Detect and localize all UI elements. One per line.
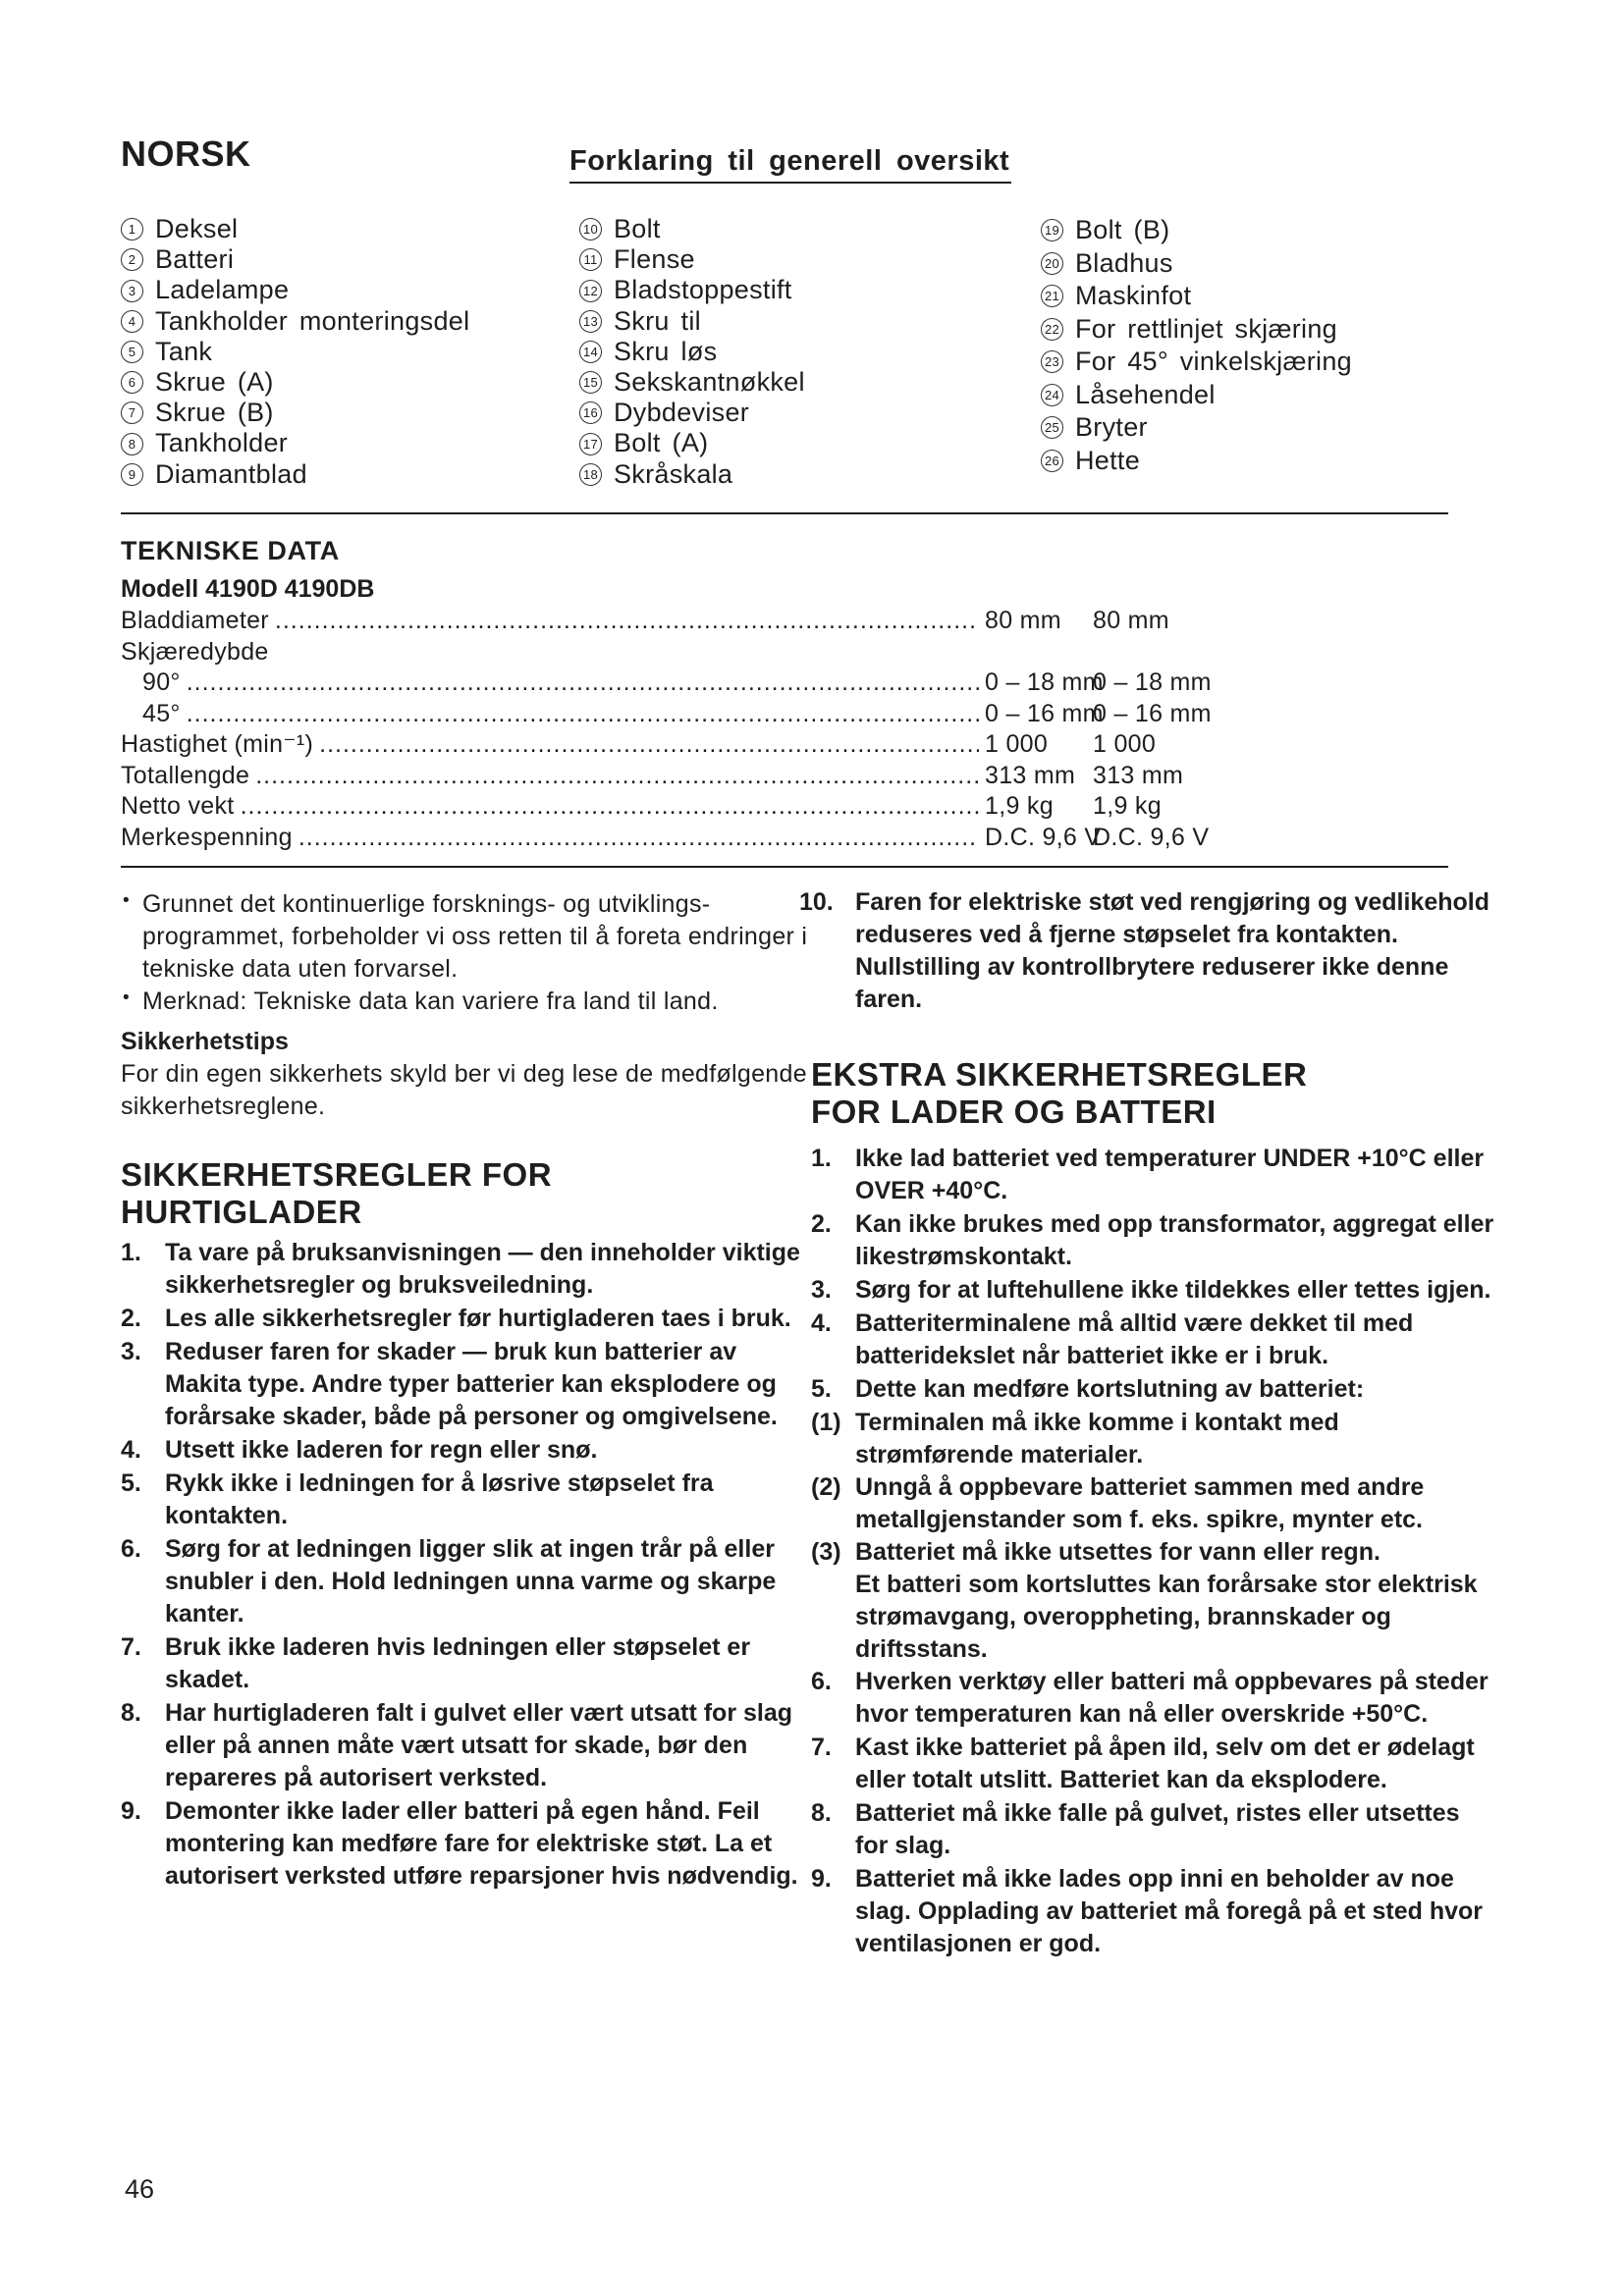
extra-rule-number: 7. bbox=[811, 1734, 832, 1761]
battery-subrules-list bbox=[811, 1407, 1498, 1569]
spec-row bbox=[121, 823, 1230, 854]
extra-rule-text: Hverken verktøy eller batteri må oppbevares på steder hvor temperaturen kan nå eller overskride +50°C. bbox=[855, 1668, 1489, 1728]
charger-rule-number: 1. bbox=[121, 1239, 141, 1266]
part-number-badge: 9 bbox=[121, 463, 143, 486]
rule-10-text: Faren for elektriske støt ved rengjøring og vedlikehold reduseres ved å fjerne støpselet fra kontakten. Nullstilling av kontrollbrytere reduserer ikke denne faren. bbox=[855, 888, 1489, 1013]
part-item bbox=[579, 275, 805, 305]
spec-row bbox=[121, 729, 1230, 761]
part-item bbox=[1041, 214, 1352, 247]
spec-value-4190d: D.C. 9,6 V bbox=[985, 823, 1102, 851]
extra-rule bbox=[811, 1208, 1498, 1273]
part-label: Bolt (A) bbox=[614, 428, 709, 458]
battery-subrule-text: Unngå å oppbevare batteriet sammen med andre metallgjenstander som f. eks. spikre, mynter etc. bbox=[855, 1473, 1425, 1533]
part-label: For 45° vinkelskjæring bbox=[1075, 347, 1352, 376]
parts-column-2 bbox=[579, 214, 805, 490]
battery-subrule-number: (3) bbox=[811, 1538, 841, 1566]
part-label: Dybdeviser bbox=[614, 398, 750, 428]
part-item bbox=[121, 428, 469, 458]
spec-table bbox=[121, 606, 1230, 853]
charger-rule bbox=[121, 1795, 808, 1893]
spec-label: Skjæredybde bbox=[121, 637, 269, 666]
extra-rule-text: Kast ikke batteriet på åpen ild, selv om det er ødelagt eller totalt utslitt. Batteriet kan da eksplodere. bbox=[855, 1734, 1475, 1793]
part-item bbox=[121, 459, 469, 490]
spec-row bbox=[121, 606, 1230, 637]
extra-rule bbox=[811, 1274, 1498, 1307]
part-item bbox=[1041, 280, 1352, 313]
part-number-badge: 21 bbox=[1041, 285, 1063, 307]
part-item bbox=[579, 459, 805, 490]
extra-rule bbox=[811, 1143, 1498, 1207]
charger-rule-number: 4. bbox=[121, 1436, 141, 1464]
part-label: Ladelampe bbox=[155, 275, 290, 305]
battery-subrule bbox=[811, 1407, 1498, 1471]
charger-rule-text: Rykk ikke i ledningen for å løsrive støpselet fra kontakten. bbox=[165, 1469, 714, 1529]
part-number-badge: 11 bbox=[579, 248, 602, 271]
extra-rule-number: 2. bbox=[811, 1210, 832, 1238]
part-label: Diamantblad bbox=[155, 458, 307, 489]
charger-rule bbox=[121, 1468, 808, 1532]
spec-label: Bladdiameter bbox=[121, 607, 269, 634]
spec-value-4190db: 1,9 kg bbox=[1093, 792, 1162, 820]
charger-rule-text: Reduser faren for skader — bruk kun batterier av Makita type. Andre typer batterier kan eksplodere og forårsake skader, både på personer og omgivelsene. bbox=[165, 1338, 778, 1430]
part-label: Skrue (B) bbox=[155, 398, 274, 428]
leader-dots bbox=[319, 729, 979, 760]
tech-data-title: TEKNISKE DATA bbox=[121, 536, 340, 565]
safety-tip-title: Sikkerhetstips bbox=[121, 1028, 289, 1055]
extra-rule-number: 8. bbox=[811, 1799, 832, 1827]
part-item bbox=[579, 367, 805, 398]
part-number-badge: 26 bbox=[1041, 450, 1063, 472]
part-item bbox=[121, 306, 469, 337]
part-label: Batteri bbox=[155, 244, 235, 275]
spec-label: 45° bbox=[142, 699, 181, 727]
charger-rules-list bbox=[121, 1237, 808, 1893]
part-number-badge: 19 bbox=[1041, 219, 1063, 241]
spec-row bbox=[121, 699, 1230, 730]
spec-row bbox=[121, 791, 1230, 823]
part-label: Bladstoppestift bbox=[614, 275, 792, 305]
part-label: Hette bbox=[1075, 445, 1141, 475]
part-number-badge: 6 bbox=[121, 371, 143, 394]
part-item bbox=[121, 275, 469, 305]
part-item bbox=[1041, 313, 1352, 347]
leader-dots bbox=[298, 823, 979, 853]
charger-rule bbox=[121, 1434, 808, 1467]
part-item bbox=[121, 244, 469, 275]
battery-subrule bbox=[811, 1536, 1498, 1569]
spec-value-4190d: 313 mm bbox=[985, 761, 1076, 789]
spec-value-4190d: 1,9 kg bbox=[985, 792, 1054, 820]
charger-rule-text: Ta vare på bruksanvisningen — den inneholder viktige sikkerhetsregler og bruksveiledning. bbox=[165, 1239, 800, 1299]
part-label: Deksel bbox=[155, 214, 239, 243]
safety-tip-text: For din egen sikkerhets skyld ber vi deg lese de medfølgende sikkerhetsreglene. bbox=[121, 1060, 807, 1120]
extra-rule-number: 9. bbox=[811, 1865, 832, 1893]
spec-value-4190d: 0 – 18 mm bbox=[985, 668, 1104, 696]
part-number-badge: 2 bbox=[121, 248, 143, 271]
charger-rule bbox=[121, 1303, 808, 1335]
leader-dots bbox=[255, 761, 979, 791]
spec-label: Totallengde bbox=[121, 761, 250, 789]
spec-value-4190d: 80 mm bbox=[985, 607, 1061, 634]
charger-rule-number: 2. bbox=[121, 1305, 141, 1332]
part-item bbox=[579, 244, 805, 275]
part-label: Bryter bbox=[1075, 412, 1148, 442]
part-item bbox=[1041, 411, 1352, 445]
notes-list bbox=[121, 888, 808, 1018]
leader-dots bbox=[187, 699, 979, 729]
part-item bbox=[1041, 445, 1352, 478]
note-bullet: • Grunnet det kontinuerlige forsknings- og utviklings-programmet, forbeholder vi oss retten til å foreta endringer i tekniske data uten forvarsel. bbox=[121, 888, 808, 986]
charger-rule-text: Demonter ikke lader eller batteri på egen hånd. Feil montering kan medføre fare for elektriske støt. La et autorisert verksted utføre reparsjoner hvis nødvendig. bbox=[165, 1797, 798, 1890]
charger-rule-number: 6. bbox=[121, 1535, 141, 1563]
part-label: Skru til bbox=[614, 305, 701, 336]
extra-rule bbox=[811, 1373, 1498, 1406]
part-item bbox=[1041, 346, 1352, 379]
part-label: Skru løs bbox=[614, 336, 718, 366]
rule-10-number: 10. bbox=[799, 888, 834, 916]
charger-rule-text: Har hurtigladeren falt i gulvet eller vært utsatt for slag eller på annen måte vært utsatt for skade, bør den repareres på autorisert verksted. bbox=[165, 1699, 793, 1791]
part-item bbox=[579, 306, 805, 337]
extra-rule-text: Dette kan medføre kortslutning av batteriet: bbox=[855, 1375, 1365, 1403]
part-number-badge: 20 bbox=[1041, 252, 1063, 275]
part-number-badge: 25 bbox=[1041, 416, 1063, 439]
parts-column-1 bbox=[121, 214, 469, 490]
part-label: Maskinfot bbox=[1075, 281, 1192, 310]
extra-rule-text: Sørg for at luftehullene ikke tildekkes eller tettes igjen. bbox=[855, 1276, 1491, 1304]
part-item bbox=[579, 337, 805, 367]
part-label: Bolt (B) bbox=[1075, 215, 1170, 244]
part-number-badge: 5 bbox=[121, 341, 143, 363]
charger-rule-number: 3. bbox=[121, 1338, 141, 1365]
divider-top bbox=[121, 512, 1448, 514]
part-label: Skrue (A) bbox=[155, 367, 274, 398]
part-label: Tankholder monteringsdel bbox=[155, 305, 470, 336]
part-number-badge: 22 bbox=[1041, 318, 1063, 341]
part-number-badge: 18 bbox=[579, 463, 602, 486]
extra-rule-text: Batteriet må ikke lades opp inni en beholder av noe slag. Opplading av batteriet må foregå på et sted hvor ventilasjonen er god. bbox=[855, 1865, 1484, 1957]
part-item bbox=[121, 367, 469, 398]
part-item bbox=[1041, 247, 1352, 281]
right-column bbox=[799, 886, 1498, 1961]
extra-rule-number: 4. bbox=[811, 1309, 832, 1337]
battery-subrule-number: (1) bbox=[811, 1409, 841, 1436]
part-item bbox=[1041, 379, 1352, 412]
charger-rule-number: 9. bbox=[121, 1797, 141, 1825]
extra-title-line1: EKSTRA SIKKERHETSREGLER bbox=[811, 1056, 1308, 1093]
spec-value-4190d: 1 000 bbox=[985, 730, 1049, 758]
leader-dots bbox=[187, 667, 979, 698]
battery-subrule-text: Batteriet må ikke utsettes for vann eller regn. bbox=[855, 1538, 1380, 1566]
leader-dots bbox=[241, 791, 979, 822]
overview-title: Forklaring til generell oversikt bbox=[569, 145, 1011, 184]
extra-rules-after-list bbox=[811, 1666, 1498, 1960]
battery-subrule bbox=[811, 1471, 1498, 1536]
extra-rule-text: Ikke lad batteriet ved temperaturer UNDER +10°C eller OVER +40°C. bbox=[855, 1145, 1485, 1204]
spec-row bbox=[121, 761, 1230, 792]
language-heading: NORSK bbox=[121, 133, 251, 174]
page-number: 46 bbox=[125, 2174, 155, 2204]
part-number-badge: 10 bbox=[579, 218, 602, 240]
extra-rule-text: Batteriet må ikke falle på gulvet, ristes eller utsettes for slag. bbox=[855, 1799, 1460, 1859]
extra-rule bbox=[811, 1308, 1498, 1372]
extra-rule bbox=[811, 1863, 1498, 1960]
part-number-badge: 24 bbox=[1041, 384, 1063, 406]
charger-rule-text: Utsett ikke laderen for regn eller snø. bbox=[165, 1436, 598, 1464]
charger-rule-number: 5. bbox=[121, 1469, 141, 1497]
spec-value-4190db: 0 – 16 mm bbox=[1093, 699, 1212, 727]
extra-rule-text: Kan ikke brukes med opp transformator, aggregat eller likestrømskontakt. bbox=[855, 1210, 1494, 1270]
extra-rule-number: 3. bbox=[811, 1276, 832, 1304]
left-column bbox=[121, 888, 808, 1894]
extra-rule-number: 5. bbox=[811, 1375, 832, 1403]
part-number-badge: 7 bbox=[121, 401, 143, 424]
part-item bbox=[579, 398, 805, 428]
part-label: Tankholder bbox=[155, 428, 289, 458]
spec-value-4190db: 0 – 18 mm bbox=[1093, 668, 1212, 696]
part-number-badge: 16 bbox=[579, 401, 602, 424]
part-number-badge: 12 bbox=[579, 280, 602, 302]
part-number-badge: 15 bbox=[579, 371, 602, 394]
battery-subrule-text: Terminalen må ikke komme i kontakt med strømførende materialer. bbox=[855, 1409, 1339, 1468]
charger-rule bbox=[121, 1533, 808, 1630]
extra-rule-text: Batteriterminalene må alltid være dekket til med batteridekslet når batteriet ikke er i bruk. bbox=[855, 1309, 1414, 1369]
model-line: Modell 4190D 4190DB bbox=[121, 575, 375, 603]
spec-label: Merkespenning bbox=[121, 823, 293, 851]
part-item bbox=[579, 214, 805, 244]
spec-label: 90° bbox=[142, 668, 181, 696]
spec-value-4190db: D.C. 9,6 V bbox=[1093, 823, 1210, 851]
battery-subrule-number: (2) bbox=[811, 1473, 841, 1501]
part-number-badge: 23 bbox=[1041, 350, 1063, 373]
leader-dots bbox=[275, 606, 979, 636]
part-label: Låsehendel bbox=[1075, 379, 1216, 409]
spec-value-4190d: 0 – 16 mm bbox=[985, 699, 1104, 727]
charger-rule-number: 7. bbox=[121, 1633, 141, 1661]
charger-rule bbox=[121, 1697, 808, 1794]
part-number-badge: 17 bbox=[579, 433, 602, 455]
part-number-badge: 8 bbox=[121, 433, 143, 455]
extra-title-line2: FOR LADER OG BATTERI bbox=[811, 1094, 1217, 1130]
part-number-badge: 13 bbox=[579, 310, 602, 333]
parts-column-3 bbox=[1041, 214, 1352, 477]
charger-rule bbox=[121, 1237, 808, 1302]
extra-rule bbox=[811, 1797, 1498, 1862]
charger-rule-text: Sørg for at ledningen ligger slik at ingen trår på eller snubler i den. Hold ledningen unna varme og skarpe kanter. bbox=[165, 1535, 777, 1628]
rule-10 bbox=[799, 886, 1498, 1016]
part-number-badge: 3 bbox=[121, 280, 143, 302]
extra-rule-number: 1. bbox=[811, 1145, 832, 1172]
charger-rule bbox=[121, 1336, 808, 1433]
note-bullet: • Merknad: Tekniske data kan variere fra land til land. bbox=[121, 986, 808, 1018]
extra-rule-number: 6. bbox=[811, 1668, 832, 1695]
rule-5-note: Et batteri som kortsluttes kan forårsake stor elektrisk strømavgang, overoppheting, brannskader og driftsstans. bbox=[855, 1571, 1478, 1663]
part-label: Flense bbox=[614, 244, 695, 275]
part-number-badge: 4 bbox=[121, 310, 143, 333]
spec-label: Netto vekt bbox=[121, 792, 235, 820]
extra-rule bbox=[811, 1732, 1498, 1796]
part-item bbox=[121, 337, 469, 367]
part-item bbox=[121, 398, 469, 428]
part-number-badge: 1 bbox=[121, 218, 143, 240]
extra-rule bbox=[811, 1666, 1498, 1731]
part-label: Bladhus bbox=[1075, 247, 1173, 278]
part-label: Sekskantnøkkel bbox=[614, 367, 805, 398]
charger-rule-text: Bruk ikke laderen hvis ledningen eller støpselet er skadet. bbox=[165, 1633, 751, 1693]
charger-rule-number: 8. bbox=[121, 1699, 141, 1727]
spec-value-4190db: 313 mm bbox=[1093, 761, 1184, 789]
part-label: For rettlinjet skjæring bbox=[1075, 313, 1337, 344]
charger-title-line2: HURTIGLADER bbox=[121, 1194, 362, 1230]
part-label: Bolt bbox=[614, 214, 661, 243]
part-number-badge: 14 bbox=[579, 341, 602, 363]
spec-row bbox=[121, 637, 1230, 668]
divider-bottom bbox=[121, 866, 1448, 868]
part-label: Tank bbox=[155, 336, 213, 366]
charger-rule bbox=[121, 1631, 808, 1696]
spec-row bbox=[121, 667, 1230, 699]
part-label: Skråskala bbox=[614, 458, 733, 489]
part-item bbox=[579, 428, 805, 458]
charger-title-line1: SIKKERHETSREGLER FOR bbox=[121, 1156, 553, 1193]
spec-value-4190db: 80 mm bbox=[1093, 607, 1169, 634]
charger-rule-text: Les alle sikkerhetsregler før hurtigladeren taes i bruk. bbox=[165, 1305, 791, 1332]
part-item bbox=[121, 214, 469, 244]
extra-rules-list bbox=[811, 1143, 1498, 1406]
spec-label: Hastighet (min⁻¹) bbox=[121, 730, 314, 758]
spec-value-4190db: 1 000 bbox=[1093, 730, 1157, 758]
